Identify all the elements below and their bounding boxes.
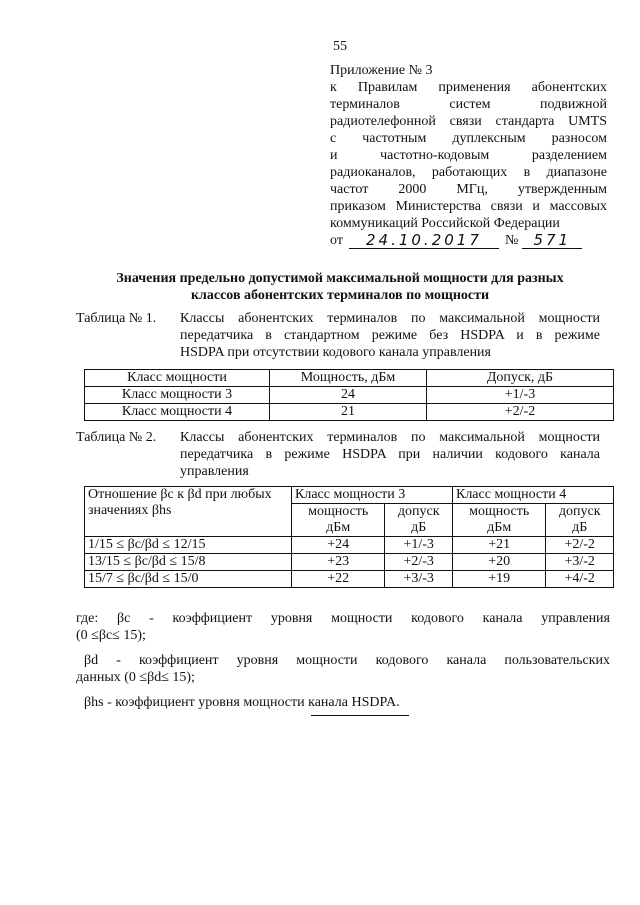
- order-date-number: [330, 232, 607, 249]
- cell: +1/-3: [385, 537, 453, 554]
- appendix-line: радиоканалов, работающих в диапазоне: [330, 165, 607, 180]
- caption-line: управления: [180, 464, 249, 479]
- cell: 24: [270, 387, 427, 404]
- ratio-cell: 1/15 ≤ βc/βd ≤ 12/15: [85, 537, 292, 554]
- subheader-text: мощность: [308, 504, 369, 519]
- table-row: [85, 571, 614, 588]
- ratio-cell: 15/7 ≤ βc/βd ≤ 15/0: [85, 571, 292, 588]
- appendix-line: терминалов систем подвижной: [330, 97, 607, 112]
- class4-header: Класс мощности 4: [452, 487, 613, 504]
- subheader-unit: дБ: [572, 520, 588, 535]
- class3-header: Класс мощности 3: [292, 487, 453, 504]
- caption-line: HSDPA при отсутствии кодового канала управления: [180, 345, 491, 360]
- ratio-header-cell: [85, 487, 292, 537]
- subheader-unit: дБ: [411, 520, 427, 535]
- cell: +21: [452, 537, 545, 554]
- caption-line: Классы абонентских терминалов по максимальной мощности: [180, 311, 600, 326]
- caption-line: передатчика в режиме HSDPA при наличии кодового канала: [180, 447, 600, 462]
- cell: +3/-3: [385, 571, 453, 588]
- table2-caption: [76, 429, 600, 480]
- heading-line: Значения предельно допустимой максимальной мощности для разных: [116, 271, 564, 286]
- table1-caption: [76, 310, 600, 361]
- cell: Класс мощности 4: [85, 404, 270, 421]
- notes-block: [76, 610, 610, 711]
- appendix-line: коммуникаций Российской Федерации: [330, 216, 560, 231]
- table-header-row: [85, 487, 614, 504]
- cell: +1/-3: [427, 387, 614, 404]
- caption-line: Классы абонентских терминалов по максимальной мощности: [180, 430, 600, 445]
- heading-line: классов абонентских терминалов по мощности: [190, 288, 490, 303]
- subheader-unit: дБм: [487, 520, 512, 535]
- handwritten-number: 571: [522, 232, 582, 249]
- subheader-cell: [452, 504, 545, 537]
- note-line: (0 ≤βc≤ 15);: [76, 628, 146, 643]
- note-line: данных (0 ≤βd≤ 15);: [76, 670, 195, 685]
- appendix-line: приказом Министерства связи и массовых: [330, 199, 607, 214]
- cell: +2/-2: [546, 537, 614, 554]
- header-cell: Класс мощности: [85, 370, 270, 387]
- header-cell: Допуск, дБ: [427, 370, 614, 387]
- appendix-line: и частотно-кодовым разделением: [330, 148, 607, 163]
- note-line: βd - коэффициент уровня мощности кодового канала пользовательских: [84, 653, 610, 668]
- table1: [84, 369, 614, 421]
- subheader-text: допуск: [558, 504, 601, 519]
- cell: +2/-2: [427, 404, 614, 421]
- table-row: [85, 404, 614, 421]
- appendix-line: к Правилам применения абонентских: [330, 80, 607, 95]
- cell: +20: [452, 554, 545, 571]
- table-row: [85, 387, 614, 404]
- subheader-text: допуск: [397, 504, 440, 519]
- table-row: [85, 554, 614, 571]
- cell: +19: [452, 571, 545, 588]
- ratio-header-line: значениях βhs: [88, 503, 172, 518]
- page-number: 55: [333, 39, 347, 54]
- table2-label: Таблица № 2.: [76, 430, 157, 445]
- cell: Класс мощности 3: [85, 387, 270, 404]
- ratio-header-line: Отношение βc к βd при любых: [88, 487, 272, 502]
- subheader-text: мощность: [469, 504, 530, 519]
- cell: +23: [292, 554, 385, 571]
- subheader-cell: [385, 504, 453, 537]
- table-row: [85, 537, 614, 554]
- cell: +3/-2: [546, 554, 614, 571]
- subheader-unit: дБм: [326, 520, 351, 535]
- cell: +24: [292, 537, 385, 554]
- cell: +4/-2: [546, 571, 614, 588]
- date-prefix: от: [330, 233, 343, 248]
- note-line: где: βc - коэффициент уровня мощности кодового канала управления: [76, 611, 610, 626]
- table2: [84, 486, 614, 588]
- subheader-cell: [292, 504, 385, 537]
- appendix-title: Приложение № 3: [330, 63, 433, 78]
- cell: +2/-3: [385, 554, 453, 571]
- ratio-cell: 13/15 ≤ βc/βd ≤ 15/8: [85, 554, 292, 571]
- appendix-line: с частотным дуплексным разносом: [330, 131, 607, 146]
- appendix-line: радиотелефонной связи стандарта UMTS: [330, 114, 607, 129]
- table-header-row: [85, 370, 614, 387]
- table1-label: Таблица № 1.: [76, 311, 157, 326]
- caption-line: передатчика в стандартном режиме без HSDPA и в режиме: [180, 328, 600, 343]
- note-line: βhs - коэффициент уровня мощности канала HSDPA.: [84, 695, 400, 710]
- cell: 21: [270, 404, 427, 421]
- handwritten-date: 24.10.2017: [349, 232, 499, 249]
- number-prefix: №: [504, 233, 519, 248]
- subheader-cell: [546, 504, 614, 537]
- header-cell: Мощность, дБм: [270, 370, 427, 387]
- appendix-line: частот 2000 МГц, утвержденным: [330, 182, 607, 197]
- end-rule: [311, 715, 409, 716]
- appendix-block: [330, 62, 607, 249]
- section-heading: [70, 270, 610, 304]
- cell: +22: [292, 571, 385, 588]
